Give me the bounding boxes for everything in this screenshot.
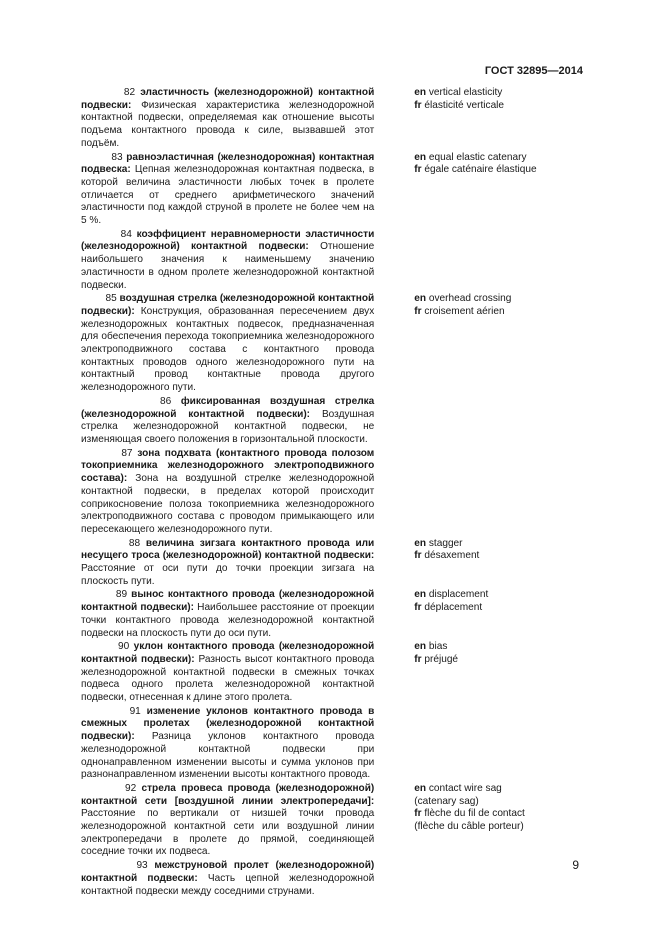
term-definition bbox=[81, 152, 374, 228]
term-definition bbox=[81, 396, 374, 447]
equivalent-en bbox=[414, 538, 581, 551]
equivalent-term: displacement bbox=[428, 589, 489, 601]
equivalent-term: vertical elasticity bbox=[428, 87, 503, 98]
language-code: fr bbox=[414, 164, 422, 176]
term-definition bbox=[81, 448, 374, 537]
term-text: Зона на воздушной стрелке железнодорожной контактной подвески, в пределах которой происходит соприкосновение полоза токоприемника железнодорожного электроподвижного состава с проводом примыкающего или пересекающего железнодорожного пути. bbox=[81, 473, 375, 535]
term-name: величина зигзага контактного провода или несущего троса (железнодорожной) контактной подвески: bbox=[81, 537, 375, 562]
term-text: Воздушная стрелка железнодорожной контактной подвески, не изменяющая своего положения в горизонтальной плоскости. bbox=[81, 408, 375, 445]
term-definition bbox=[81, 706, 374, 782]
foreign-equivalents bbox=[414, 87, 581, 151]
term-number: 89 bbox=[115, 589, 128, 601]
foreign-equivalents bbox=[414, 783, 581, 859]
language-code: en bbox=[414, 782, 427, 794]
equivalent-term: égale caténaire élastique bbox=[424, 164, 537, 176]
equivalent-fr bbox=[414, 306, 581, 319]
term-entry bbox=[81, 589, 581, 640]
term-entry bbox=[81, 229, 581, 293]
term-definition bbox=[81, 293, 374, 395]
equivalent-term: contact wire sag bbox=[428, 782, 502, 794]
term-definition bbox=[81, 641, 374, 705]
foreign-equivalents bbox=[414, 448, 581, 537]
foreign-equivalents bbox=[414, 641, 581, 705]
term-entry bbox=[81, 783, 581, 859]
equivalent-term: préjugé bbox=[424, 653, 459, 665]
equivalent-fr bbox=[414, 654, 581, 667]
term-entry bbox=[81, 706, 581, 782]
term-name: межструновой пролет (железнодорожной) контактной подвески: bbox=[81, 860, 375, 884]
equivalent-term: bias bbox=[428, 641, 448, 653]
term-number: 83 bbox=[111, 151, 123, 163]
equivalent-fr bbox=[414, 602, 581, 615]
foreign-equivalents bbox=[414, 589, 581, 640]
term-number: 84 bbox=[120, 228, 132, 240]
equivalent-term: stagger bbox=[428, 537, 463, 549]
language-code: fr bbox=[414, 550, 422, 562]
term-text: Цепная железнодорожная контактная подвеска, в которой величина эластичности любых точек в пролете отличается от среднего арифметического значений эластичности под каждой струной в пролете не более чем на 5 %. bbox=[81, 164, 375, 227]
term-name: коэффициент неравномерности эластичности (железнодорожной) контактной подвески: bbox=[81, 228, 375, 253]
language-code: en bbox=[414, 87, 427, 98]
term-number: 91 bbox=[129, 705, 141, 717]
term-number: 93 bbox=[136, 860, 148, 872]
term-text: Разница уклонов контактного провода железнодорожной контактной подвески при однонаправленном изменении высоты и сумма уклонов при разнонаправленном изменении высоты контактного провода. bbox=[81, 731, 375, 781]
term-entry bbox=[81, 87, 581, 151]
term-name: зона подхвата (контактного провода полозом токоприемника железнодорожного электроподвижного состава): bbox=[81, 447, 375, 485]
standard-designation: ГОСТ 32895—2014 bbox=[484, 65, 583, 77]
equivalent-fr bbox=[414, 164, 581, 177]
term-definition bbox=[81, 589, 374, 640]
language-code: fr bbox=[414, 808, 422, 820]
term-text: Расстояние от оси пути до точки проекции зигзага на плоскость пути. bbox=[81, 563, 375, 587]
term-number: 87 bbox=[121, 447, 133, 459]
foreign-equivalents bbox=[414, 860, 581, 898]
equivalent-en bbox=[414, 783, 581, 796]
page-number: 9 bbox=[572, 858, 579, 872]
term-text: Наибольшее расстояние от проекции точки контактного провода железнодорожной контактной подвески на плоскость пути до оси пути. bbox=[81, 602, 375, 639]
term-name: эластичность (железнодорожной) контактной подвески: bbox=[81, 87, 375, 111]
term-number: 82 bbox=[123, 87, 136, 98]
equivalent-fr bbox=[414, 808, 581, 821]
term-name: равноэластичная (железнодорожная) контактная подвеска: bbox=[81, 151, 375, 176]
term-text: Разность высот контактного провода железнодорожной контактной подвески в смежных точках подвеса одного пролета железнодорожной контактной подвески, отнесенная к длине этого пролета. bbox=[81, 653, 375, 704]
term-name: вынос контактного провода (железнодорожной контактной подвески): bbox=[81, 589, 375, 614]
term-number: 90 bbox=[117, 641, 130, 653]
equivalent-term: flèche du fil de contact bbox=[424, 808, 525, 820]
term-number: 85 bbox=[105, 293, 117, 305]
term-name: стрела провеса провода (железнодорожной) контактной сети [воздушной линии электропередачи]: bbox=[81, 782, 375, 807]
term-name: фиксированная воздушная стрелка (железнодорожной контактной подвески): bbox=[81, 395, 375, 420]
equivalent-en bbox=[414, 293, 581, 306]
equivalent-alt: (flèche du câble porteur) bbox=[414, 821, 524, 833]
term-entry bbox=[81, 293, 581, 395]
term-name: воздушная стрелка (железнодорожной контактной подвески): bbox=[81, 293, 375, 317]
language-code: fr bbox=[414, 653, 422, 665]
foreign-equivalents bbox=[414, 396, 581, 447]
foreign-equivalents bbox=[414, 293, 581, 395]
term-number: 92 bbox=[125, 782, 137, 794]
language-code: en bbox=[414, 537, 427, 549]
equivalent-en bbox=[414, 152, 581, 165]
term-entry bbox=[81, 641, 581, 705]
term-entry bbox=[81, 860, 581, 898]
term-definition bbox=[81, 860, 374, 898]
term-number: 88 bbox=[128, 537, 141, 549]
equivalent-term: croisement aérien bbox=[424, 305, 505, 317]
language-code: en bbox=[414, 589, 427, 601]
language-code: fr bbox=[414, 305, 422, 317]
equivalent-fr bbox=[414, 100, 581, 113]
equivalent-en bbox=[414, 87, 581, 100]
equivalent-alt: (catenary sag) bbox=[414, 795, 479, 807]
language-code: en bbox=[414, 293, 427, 305]
equivalent-en bbox=[414, 589, 581, 602]
equivalent-fr bbox=[414, 550, 581, 563]
term-entry bbox=[81, 448, 581, 537]
foreign-equivalents bbox=[414, 229, 581, 293]
term-entry bbox=[81, 396, 581, 447]
term-text: Конструкция, образованная пересечением двух железнодорожных контактных подвесок, предназначенная для обеспечения перехода токоприемника железнодорожного электроподвижного состава с контактного провода контактных проводов одного железнодорожного пути на контактный провод контактные провода другого железнодорожного пути. bbox=[81, 305, 375, 394]
term-text: Отношение наибольшего значения к наименьшему значению эластичности в одном пролете железнодорожной контактной подвески. bbox=[81, 241, 375, 291]
term-definition bbox=[81, 87, 374, 151]
equivalent-term: overhead crossing bbox=[428, 293, 512, 305]
term-definition bbox=[81, 783, 374, 859]
foreign-equivalents bbox=[414, 152, 581, 228]
foreign-equivalents bbox=[414, 706, 581, 782]
language-code: en bbox=[414, 151, 427, 163]
term-number: 86 bbox=[159, 395, 172, 407]
term-name: изменение уклонов контактного провода в смежных пролетах (железнодорожной контактной подвески): bbox=[81, 705, 375, 743]
foreign-equivalents bbox=[414, 538, 581, 589]
term-definition bbox=[81, 229, 374, 293]
language-code: fr bbox=[414, 602, 422, 614]
term-entry bbox=[81, 538, 581, 589]
term-text: Физическая характеристика железнодорожной контактной подвески, определяемая как отношение высоты подъема контактного провода к силе, вызвавшей этот подъём. bbox=[81, 99, 375, 149]
term-text: Расстояние по вертикали от низшей точки провода железнодорожной контактной сети или воздушной линии электропередачи в пролете до прямой, соединяющей соседние точки их подвеса. bbox=[81, 808, 375, 858]
language-code: en bbox=[414, 641, 427, 653]
term-entry bbox=[81, 152, 581, 228]
term-definition bbox=[81, 538, 374, 589]
equivalent-term: désaxement bbox=[424, 550, 480, 562]
terms-list bbox=[81, 87, 581, 899]
equivalent-term: élasticité verticale bbox=[424, 99, 505, 111]
term-text: Часть цепной железнодорожной контактной подвески между соседними струнами. bbox=[81, 872, 375, 897]
term-name: уклон контактного провода (железнодорожной контактной подвески): bbox=[81, 641, 375, 665]
equivalent-en bbox=[414, 641, 581, 654]
equivalent-term: déplacement bbox=[424, 602, 483, 614]
language-code: fr bbox=[414, 99, 422, 111]
equivalent-term: equal elastic catenary bbox=[428, 151, 527, 163]
